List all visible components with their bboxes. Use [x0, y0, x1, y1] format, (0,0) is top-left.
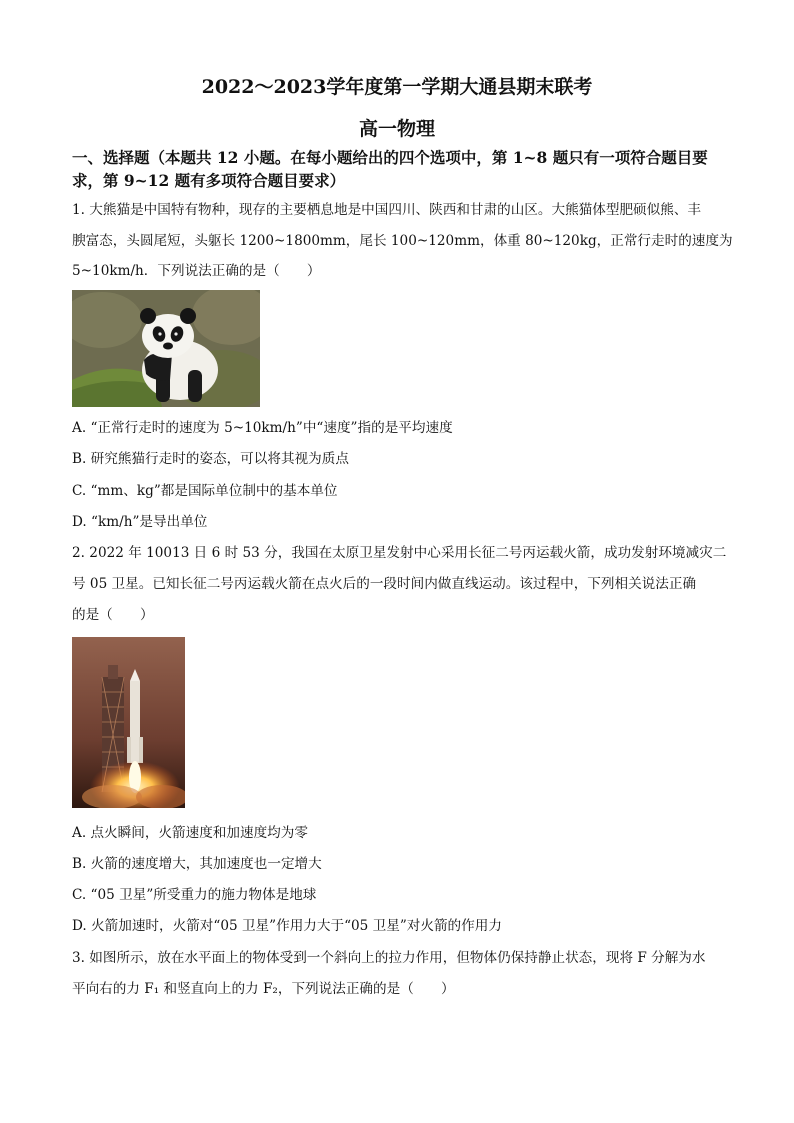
- q1-text-line-2: 腴富态，头圆尾短，头躯长 1200~1800mm，尾长 100~120mm，体重 80~120kg，正常行走时的速度为: [72, 233, 733, 249]
- q2-text-line-2: 号 05 卫星。已知长征二号丙运载火箭在点火后的一段时间内做直线运动。该过程中，下列相关说法正确: [72, 576, 697, 592]
- section-heading-2: 求，第 9~12 题有多项符合题目要求）: [72, 171, 346, 190]
- section-heading-1: 一、选择题（本题共 12 小题。在每小题给出的四个选项中，第 1~8 题只有一项符合题目要: [72, 148, 708, 167]
- q1-text-line-1: 1. 大熊猫是中国特有物种，现存的主要栖息地是中国四川、陕西和甘肃的山区。大熊猫体型肥硕似熊、丰: [72, 202, 702, 218]
- q1-text-line-3: 5~10km/h．下列说法正确的是（ ）: [72, 263, 321, 279]
- q2-text-line-1: 2. 2022 年 10013 日 6 时 53 分，我国在太原卫星发射中心采用长征二号丙运载火箭，成功发射环境减灾二: [72, 545, 727, 561]
- subject-title: 高一物理: [358, 118, 435, 140]
- rocket-launch-photo: [72, 637, 185, 808]
- q1-option-c: C. “mm、kg”都是国际单位制中的基本单位: [72, 483, 338, 499]
- q1-option-a: A. “正常行走时的速度为 5~10km/h”中“速度”指的是平均速度: [72, 420, 453, 436]
- q2-option-b: B. 火箭的速度增大，其加速度也一定增大: [72, 856, 322, 872]
- q1-option-b: B. 研究熊猫行走时的姿态，可以将其视为质点: [72, 451, 349, 467]
- q2-option-a: A. 点火瞬间，火箭速度和加速度均为零: [72, 825, 308, 841]
- q2-text-line-3: 的是（ ）: [72, 607, 154, 623]
- q3-text-line-2: 平向右的力 F₁ 和竖直向上的力 F₂，下列说法正确的是（ ）: [72, 981, 455, 997]
- q3-text-line-1: 3. 如图所示，放在水平面上的物体受到一个斜向上的拉力作用，但物体仍保持静止状态，现将 F 分解为水: [72, 950, 706, 966]
- panda-photo: [72, 290, 260, 407]
- exam-title: 2022～2023学年度第一学期大通县期末联考: [201, 76, 593, 98]
- q2-option-c: C. “05 卫星”所受重力的施力物体是地球: [72, 887, 317, 903]
- q1-option-d: D. “km/h”是导出单位: [72, 514, 208, 530]
- q2-option-d: D. 火箭加速时，火箭对“05 卫星”作用力大于“05 卫星”对火箭的作用力: [72, 918, 502, 934]
